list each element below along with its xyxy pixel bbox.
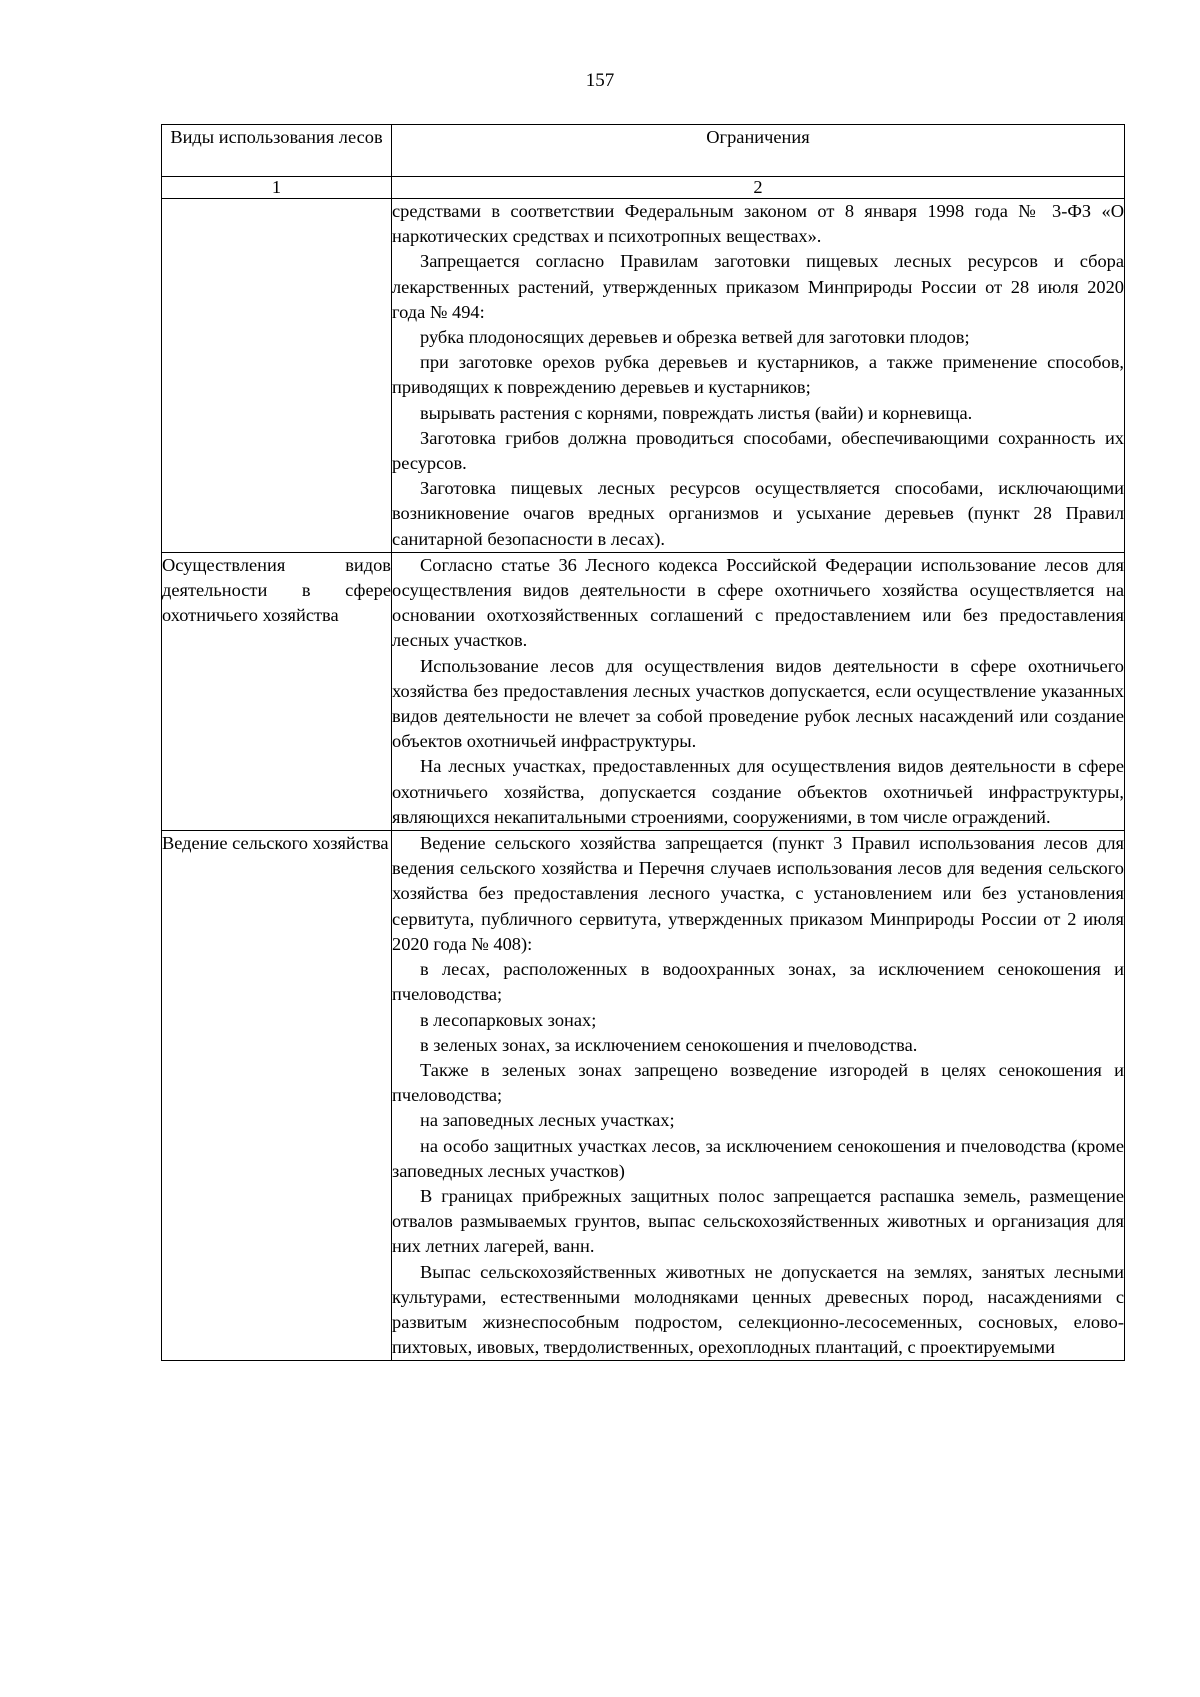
paragraph: средствами в соответствии Федеральным законом от 8 января 1998 года № 3-ФЗ «О наркотических средствах и психотропных веществах».: [392, 201, 1124, 247]
paragraph: В границах прибрежных защитных полос запрещается распашка земель, размещение отвалов размываемых грунтов, выпас сельскохозяйственных животных и организация для них летних лагерей, ванн.: [392, 1185, 1124, 1257]
paragraph: На лесных участках, предоставленных для осуществления видов деятельности в сфере охотничьего хозяйства, допускается создание объектов охотничьей инфраструктуры, являющихся некапитальными строениями, сооружениями, в том числе ограждений.: [392, 756, 1124, 827]
header-restrictions: Ограничения: [392, 125, 1125, 177]
row-restrictions: [392, 831, 1125, 1361]
row-restrictions: [392, 552, 1125, 830]
table-row: [162, 199, 1125, 553]
paragraph: Выпас сельскохозяйственных животных не допускается на землях, занятых лесными культурами, естественными молодняками ценных древесных пород, насаждениями с развитым жизнеспособным подростом, селекционно-лесосеменных, сосновых, елово-пихтовых, ивовых, твердолиственных, орехоплодных плантаций, с проектируемыми: [392, 1261, 1124, 1358]
paragraph: в лесопарковых зонах;: [420, 1009, 597, 1030]
paragraph: на заповедных лесных участках;: [420, 1110, 675, 1131]
paragraph: Заготовка пищевых лесных ресурсов осуществляется способами, исключающими возникновение очагов вредных организмов и усыхание деревьев (пункт 28 Правил санитарной безопасности в лесах).: [392, 478, 1124, 549]
page-number: 157: [585, 70, 615, 91]
restrictions-table: [161, 124, 1125, 1361]
paragraph: Согласно статье 36 Лесного кодекса Российской Федерации использование лесов для осуществления видов деятельности в сфере охотничьего хозяйства осуществляется на основании охотхозяйственных соглашений с предоставлением или без предоставления лесных участков.: [392, 554, 1124, 651]
row-use-type: [162, 199, 392, 553]
paragraph: Ведение сельского хозяйства запрещается (пункт 3 Правил использования лесов для ведения сельского хозяйства и Перечня случаев использования лесов для ведения сельского хозяйства без предоставления лесного участка, с установлением или без установления сервитута, публичного сервитута, утвержденных приказом Минприроды России от 2 июля 2020 года № 408):: [392, 833, 1124, 954]
paragraph: на особо защитных участках лесов, за исключением сенокошения и пчеловодства (кроме заповедных лесных участков): [392, 1135, 1124, 1181]
paragraph: Запрещается согласно Правилам заготовки пищевых лесных ресурсов и сбора лекарственных растений, утвержденных приказом Минприроды России от 28 июля 2020 года № 494:: [392, 251, 1124, 322]
row-restrictions: [392, 199, 1125, 553]
column-number-2: 2: [392, 177, 1125, 199]
table-row: [162, 552, 1125, 830]
header-forest-use-types: Виды использования лесов: [162, 125, 392, 177]
paragraph: Заготовка грибов должна проводиться способами, обеспечивающими сохранность их ресурсов.: [392, 427, 1124, 474]
table-header-row: [162, 125, 1125, 177]
paragraph: Также в зеленых зонах запрещено возведение изгородей в целях сенокошения и пчеловодства;: [392, 1059, 1124, 1106]
paragraph: в зеленых зонах, за исключением сенокошения и пчеловодства.: [420, 1034, 918, 1055]
table-column-numbers-row: [162, 177, 1125, 199]
paragraph: вырывать растения с корнями, повреждать листья (вайи) и корневища.: [420, 402, 973, 423]
row-use-type: Осуществления видов деятельности в сфере охотничьего хозяйства: [162, 552, 392, 830]
paragraph: Использование лесов для осуществления видов деятельности в сфере охотничьего хозяйства без предоставления лесных участков допускается, если осуществление указанных видов деятельности не влечет за собой проведение рубок лесных насаждений или создание объектов охотничьей инфраструктуры.: [392, 655, 1124, 752]
paragraph: в лесах, расположенных в водоохранных зонах, за исключением сенокошения и пчеловодства;: [392, 959, 1124, 1005]
paragraph: рубка плодоносящих деревьев и обрезка ветвей для заготовки плодов;: [420, 327, 970, 348]
column-number-1: 1: [162, 177, 392, 199]
table-row: [162, 831, 1125, 1361]
paragraph: при заготовке орехов рубка деревьев и кустарников, а также применение способов, приводящих к повреждению деревьев и кустарников;: [392, 352, 1124, 398]
row-use-type: Ведение сельского хозяйства: [162, 831, 392, 1361]
